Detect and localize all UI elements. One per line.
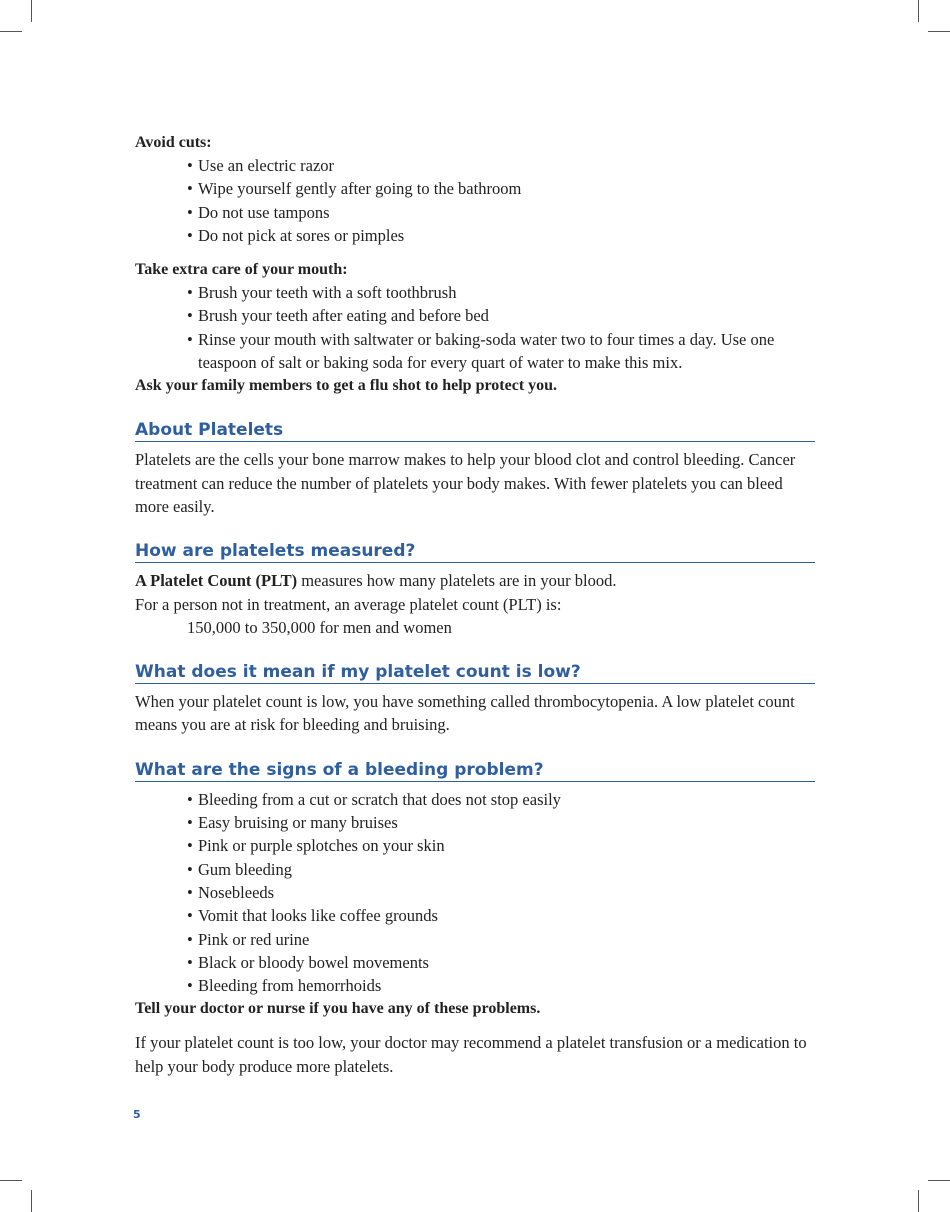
about-platelets-heading: About Platelets [135,419,815,442]
list-item: • Pink or purple splotches on your skin [187,834,815,857]
list-item: • Brush your teeth with a soft toothbrush [187,281,815,304]
page-content [135,131,815,1078]
signs-heading: What are the signs of a bleeding problem? [135,759,815,782]
crop-mark [31,0,32,22]
closing-text: If your platelet count is too low, your doctor may recommend a platelet transfusion or a medication to help your body produce more platelets. [135,1033,807,1076]
list-item: • Nosebleeds [187,881,815,904]
tell-doctor-note: Tell your doctor or nurse if you have any of these problems. [135,1000,541,1018]
platelet-count-term: A Platelet Count (PLT) [135,571,298,591]
crop-mark [0,31,22,32]
platelet-range: 150,000 to 350,000 for men and women [187,617,452,637]
measured-line2: For a person not in treatment, an average platelet count (PLT) is: [135,594,562,614]
about-platelets-text: Platelets are the cells your bone marrow makes to help your blood clot and control bleeding. Cancer treatment can reduce the number of platelets your body makes. With fewer platelets you can bleed more easily. [135,450,796,516]
crop-mark [918,0,919,22]
crop-mark [918,1190,919,1212]
measured-heading: How are platelets measured? [135,540,815,563]
crop-mark [928,31,950,32]
measured-lead [135,569,815,592]
list-item: • Do not use tampons [187,201,815,224]
flu-shot-note: Ask your family members to get a flu shot to help protect you. [135,377,558,395]
list-item: • Pink or red urine [187,928,815,951]
list-item: • Bleeding from a cut or scratch that does not stop easily [187,788,815,811]
low-count-text: When your platelet count is low, you have something called thrombocytopenia. A low platelet count means you are at risk for bleeding and bruising. [135,692,795,735]
list-item: • Brush your teeth after eating and before bed [187,304,815,327]
list-item: • Black or bloody bowel movements [187,951,815,974]
mouth-care-list [135,281,815,374]
list-item: • Vomit that looks like coffee grounds [187,904,815,927]
crop-mark [928,1180,950,1181]
avoid-cuts-label: Avoid cuts: [135,134,212,151]
list-item: • Gum bleeding [187,858,815,881]
list-item: • Bleeding from hemorrhoids [187,974,815,997]
page-number: 5 [133,1108,141,1121]
low-count-heading: What does it mean if my platelet count is low? [135,661,815,684]
measured-lead-rest: measures how many platelets are in your blood. [297,571,617,591]
crop-mark [0,1180,22,1181]
list-item: • Rinse your mouth with saltwater or baking-soda water two to four times a day. Use one teaspoon of salt or baking soda for every quart of water to make this mix. [187,328,815,375]
signs-list [135,788,815,998]
mouth-care-label: Take extra care of your mouth: [135,261,348,279]
list-item: • Do not pick at sores or pimples [187,224,815,247]
avoid-cuts-list [135,154,815,247]
crop-mark [31,1190,32,1212]
list-item: • Use an electric razor [187,154,815,177]
list-item: • Easy bruising or many bruises [187,811,815,834]
list-item: • Wipe yourself gently after going to the bathroom [187,177,815,200]
